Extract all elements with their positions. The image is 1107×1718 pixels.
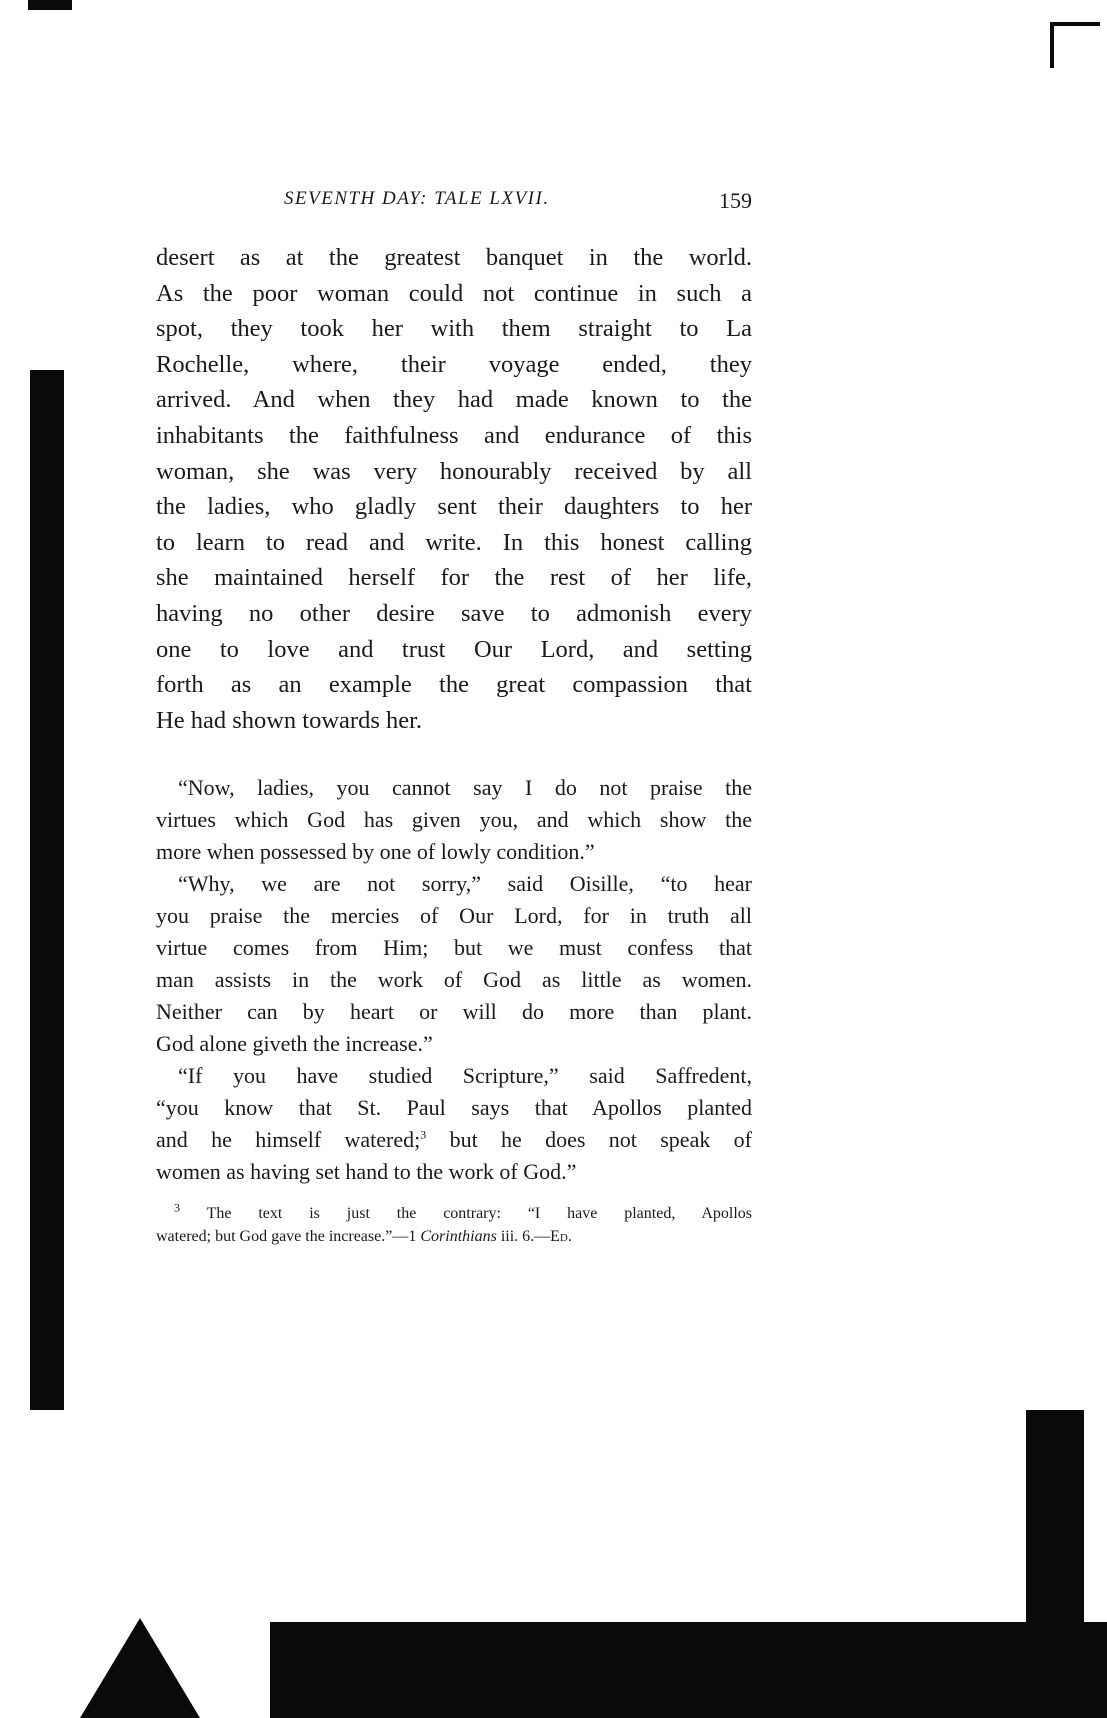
text-line: “you know that St. Paul says that Apollos planted <box>156 1095 752 1121</box>
text-line: more when possessed by one of lowly condition.” <box>156 839 595 865</box>
main-paragraph <box>156 240 752 738</box>
scan-edge-top-right-bar <box>1050 22 1100 26</box>
book-title: Corinthians <box>420 1228 497 1246</box>
text-line: having no other desire save to admonish every <box>156 599 752 627</box>
footnote-line <box>156 1225 752 1248</box>
text-line: As the poor woman could not continue in such a <box>156 279 752 307</box>
scan-edge-bottom <box>270 1622 1107 1718</box>
dialogue-paragraph-2 <box>156 868 752 1060</box>
text-fragment: iii. 6.— <box>496 1228 551 1246</box>
footnote-line <box>156 1202 752 1225</box>
text-fragment: but he does not speak of <box>426 1127 752 1153</box>
text-line: desert as at the greatest banquet in the world. <box>156 244 752 271</box>
dialogue-paragraph-3 <box>156 1060 752 1188</box>
text-fragment: and he himself watered; <box>156 1127 421 1153</box>
scan-edge-top-right <box>1050 22 1054 68</box>
text-line: one to love and trust Our Lord, and setting <box>156 635 752 663</box>
page-body <box>156 240 752 1248</box>
text-line: woman, she was very honourably received by all <box>156 457 752 485</box>
text-line: to learn to read and write. In this honest calling <box>156 528 752 556</box>
text-line: virtue comes from Him; but we must confess that <box>156 935 752 961</box>
footnote-reference: 3 <box>420 1127 427 1142</box>
scan-edge-top-left <box>28 0 72 10</box>
text-line: women as having set hand to the work of God.” <box>156 1159 577 1185</box>
text-line: virtues which God has given you, and which show the <box>156 807 752 833</box>
text-line: He had shown towards her. <box>156 706 423 734</box>
scan-edge-left-spine <box>30 370 64 1410</box>
text-line: Neither can by heart or will do more than plant. <box>156 999 752 1025</box>
text-line-with-ref <box>156 1124 752 1156</box>
text-line: God alone giveth the increase.” <box>156 1031 433 1057</box>
text-line: she maintained herself for the rest of her life, <box>156 564 752 592</box>
scan-edge-bottom-left-tri <box>80 1618 200 1718</box>
text-fragment: The text is just the contrary: “I have planted, Apollos <box>180 1205 752 1223</box>
text-line: Rochelle, where, their voyage ended, they <box>156 350 752 378</box>
text-line: forth as an example the great compassion that <box>156 671 752 699</box>
footnote-marker: 3 <box>174 1200 180 1215</box>
text-line: “Now, ladies, you cannot say I do not praise the <box>178 775 752 801</box>
editor-mark: Ed. <box>550 1228 572 1246</box>
text-line: “Why, we are not sorry,” said Oisille, “to hear <box>178 871 752 897</box>
text-fragment: watered; but God gave the increase.”—1 <box>156 1228 421 1246</box>
running-header <box>156 188 752 218</box>
text-line: you praise the mercies of Our Lord, for in truth all <box>156 903 752 929</box>
text-line: spot, they took her with them straight to La <box>156 315 752 343</box>
section-gap <box>156 738 752 772</box>
scan-edge-right-bottom <box>1026 1410 1084 1630</box>
text-line: the ladies, who gladly sent their daughters to her <box>156 493 752 521</box>
running-title: SEVENTH DAY: TALE LXVII. <box>284 188 550 209</box>
footnote <box>156 1202 752 1248</box>
text-line: inhabitants the faithfulness and endurance of this <box>156 421 752 449</box>
dialogue-paragraph-1 <box>156 772 752 868</box>
text-line: man assists in the work of God as little as women. <box>156 967 752 993</box>
text-line: arrived. And when they had made known to the <box>156 386 752 414</box>
page-number: 159 <box>719 188 752 213</box>
text-line: “If you have studied Scripture,” said Saffredent, <box>178 1063 752 1089</box>
